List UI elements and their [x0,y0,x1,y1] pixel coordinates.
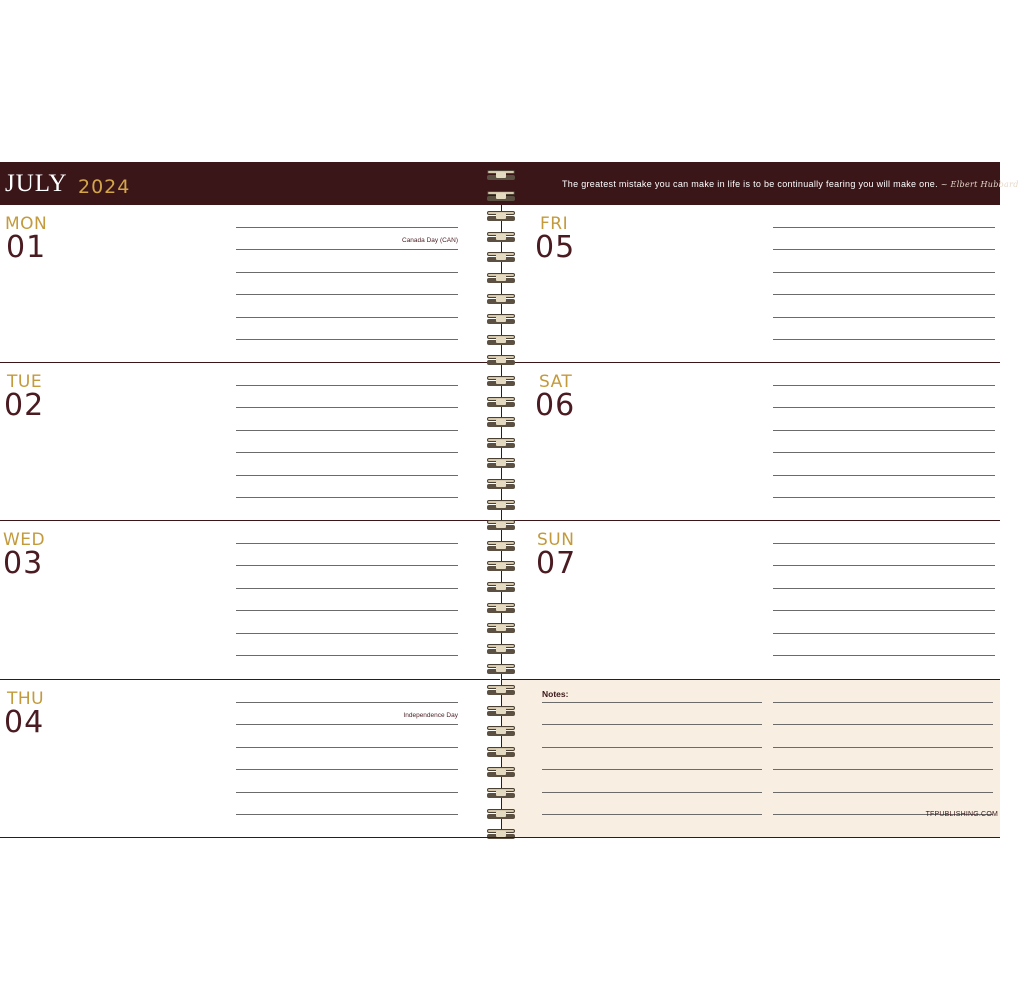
writing-line [236,227,458,228]
writing-line [773,452,995,453]
writing-line [236,272,458,273]
spiral-ring [485,644,517,654]
writing-line [773,475,995,476]
writing-line [773,339,995,340]
writing-line [773,407,995,408]
writing-line [236,588,458,589]
day-of-week: THU [7,689,45,709]
writing-line [773,633,995,634]
writing-line [773,430,995,431]
spiral-ring [485,355,517,365]
writing-lines[interactable] [236,385,458,510]
writing-line [236,610,458,611]
day-of-week: TUE [7,372,43,392]
day-of-week: SAT [539,372,573,392]
day-number: 04 [4,705,45,740]
spiral-ring [485,747,517,757]
spiral-ring [485,170,517,180]
spiral-ring [485,788,517,798]
notes-lines-left[interactable] [542,702,762,812]
day-block-sun[interactable] [502,521,1000,678]
spiral-ring [485,211,517,221]
day-block-wed[interactable] [0,521,500,678]
writing-line [236,792,458,793]
writing-lines[interactable] [773,227,995,352]
spiral-ring [485,603,517,613]
writing-line [236,769,458,770]
spiral-ring [485,314,517,324]
quote-text: The greatest mistake you can make in life is to be continually fearing you will make one. [562,179,938,189]
spiral-ring [485,232,517,242]
writing-line [236,475,458,476]
planner-spread [0,162,1019,838]
writing-line [542,792,762,793]
spiral-ring [485,417,517,427]
quote [562,179,1019,190]
writing-line [773,543,995,544]
writing-line [236,430,458,431]
writing-line [773,294,995,295]
writing-line [773,497,995,498]
writing-line [773,588,995,589]
writing-line [236,724,458,725]
writing-line [236,702,458,703]
day-number: 07 [536,546,577,581]
day-block-thu[interactable] [0,680,500,837]
spiral-ring [485,397,517,407]
writing-line [542,724,762,725]
quote-author: ~ Elbert Hubbard [940,180,1019,189]
spiral-ring [485,479,517,489]
spiral-ring [485,335,517,345]
spiral-ring [485,376,517,386]
day-number: 02 [4,388,45,423]
notes-section[interactable] [502,680,1000,838]
notes-lines-right[interactable] [773,702,993,812]
spiral-ring [485,685,517,695]
spiral-ring [485,726,517,736]
spiral-ring [485,252,517,262]
writing-line [773,769,993,770]
writing-line [773,655,995,656]
writing-line [236,407,458,408]
day-number: 06 [535,388,576,423]
writing-line [236,452,458,453]
writing-line [236,633,458,634]
day-block-sat[interactable] [502,363,1000,520]
day-of-week: FRI [540,214,569,234]
writing-line [773,385,995,386]
spiral-ring [485,438,517,448]
day-block-mon[interactable] [0,205,500,362]
left-page [0,205,500,838]
writing-line [773,272,995,273]
spiral-ring [485,500,517,510]
notes-label: Notes: [542,689,569,699]
spiral-ring [485,706,517,716]
writing-line [773,317,995,318]
writing-line [773,249,995,250]
writing-line [236,543,458,544]
spiral-ring [485,541,517,551]
writing-line [773,610,995,611]
writing-line [773,792,993,793]
publisher-credit: TFPUBLISHING.COM [925,811,998,818]
writing-line [236,385,458,386]
writing-line [542,702,762,703]
writing-lines[interactable] [236,543,458,668]
spiral-ring [485,273,517,283]
writing-line [542,814,762,815]
holiday-label: Canada Day (CAN) [402,237,458,244]
spiral-ring [485,458,517,468]
writing-line [236,814,458,815]
bottom-rule [0,837,1000,838]
writing-line [236,497,458,498]
writing-line [236,339,458,340]
writing-line [773,565,995,566]
writing-lines[interactable] [773,543,995,668]
writing-line [773,747,993,748]
writing-line [773,227,995,228]
holiday-label: Independence Day [403,712,458,719]
day-of-week: MON [5,214,48,234]
day-block-fri[interactable] [502,205,1000,362]
right-page [502,205,1000,838]
spiral-ring [485,294,517,304]
writing-line [236,565,458,566]
writing-lines[interactable] [773,385,995,510]
day-of-week: SUN [537,530,575,550]
writing-line [542,769,762,770]
spiral-ring [485,191,517,201]
writing-lines[interactable] [236,227,458,352]
day-number: 05 [535,230,576,265]
writing-line [236,655,458,656]
spiral-ring [485,623,517,633]
writing-line [773,702,993,703]
spiral-ring [485,582,517,592]
writing-lines[interactable] [236,702,458,827]
writing-line [236,317,458,318]
day-number: 01 [6,230,47,265]
day-number: 03 [3,546,44,581]
spiral-binding [485,170,517,834]
spiral-ring [485,664,517,674]
month-title: JULY [5,170,68,197]
writing-line [542,747,762,748]
writing-line [236,249,458,250]
writing-line [773,724,993,725]
day-of-week: WED [3,530,46,550]
spiral-ring [485,767,517,777]
day-block-tue[interactable] [0,363,500,520]
year-label: 2024 [78,176,131,198]
spiral-ring [485,561,517,571]
writing-line [236,294,458,295]
writing-line [236,747,458,748]
spiral-ring [485,809,517,819]
spiral-ring [485,520,517,530]
